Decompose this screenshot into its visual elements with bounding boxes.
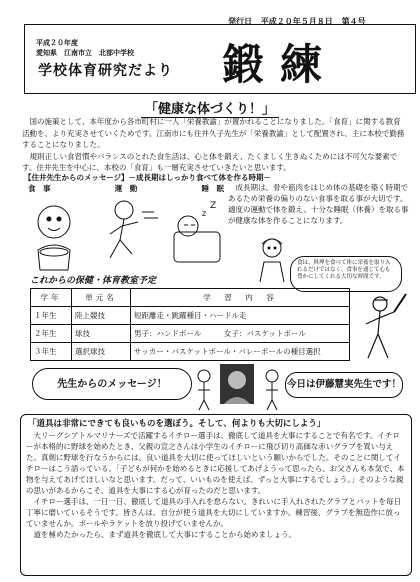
message-box-body (26, 430, 406, 540)
teacher-illustration (254, 236, 290, 284)
table-row (31, 343, 350, 361)
cell-grade: ３年生 (31, 343, 72, 361)
table-row (31, 307, 350, 325)
cell-grade: ２年生 (31, 325, 72, 343)
sleeping-illustration (174, 201, 220, 262)
schedule-table (30, 288, 350, 361)
header-school-info (36, 38, 134, 58)
cell-unit: 球技 (72, 325, 131, 343)
svg-text:z: z (202, 209, 207, 218)
cell-content: サッカー・バスケットボール・バレーボールの種目選択 (131, 343, 350, 361)
teacher-name-banner: 今日は伊藤慧実先生です！ (285, 372, 403, 398)
cell-unit: 選択球技 (72, 343, 131, 361)
intro-paragraph: 規則正しい食習慣やバランスのとれた食生活は、心と体を鍛え、たくましく生きぬくためには不可欠な要素です。住井先生を中心に、本校の「食育」も一層充実させていきたいと思います。 (22, 151, 398, 172)
baseball-player-illustration (354, 292, 410, 364)
label-sleep: 睡 眠 (201, 184, 224, 193)
cell-content: 短距離走・跳躍種目・ハードル走 (131, 307, 350, 325)
health-advice-text: 成長期は、骨や筋肉をはじめ体の基礎を築く時期であるため栄養の偏りのない食事を取る事が大切です。適度の運動で体を鍛え、十分な睡眠（休養）を取る事が健康な体を作ることになります。 (228, 183, 409, 225)
header-school: 愛知県 江南市立 北部中学校 (36, 49, 134, 57)
intro-paragraph: 国の施策として、本年度から各市町村に一人「栄養教諭」が置かれることになりました。「食育」に関する教育活動を、より充実させていくためです。江南市にも住井久子先生が「栄養教諭」として配置され、主に本校で勤務することになりました。 (22, 117, 405, 149)
cell-grade: １年生 (31, 307, 72, 325)
message-paragraph: イチロー選手は、一日一日、徹底して道具の手入れを怠らない。きれいに手入れされたグラブとバットを毎日丁寧に磨いているそうです。皆さんは、自分が使う道具を大切にしていますか。練習後、グラブを無造作に放っていませんか。ボールやラケットを放り投げていませんか。 (26, 497, 401, 528)
cell-unit: 陸上競技 (72, 307, 131, 325)
intro-text (22, 116, 408, 174)
speech-bubble: 食は、料理を食べて体に栄養を取り入れるだけではなく、食事を通じて心も豊かにしてくれる大切な時間です。 (290, 256, 402, 292)
eating-illustration (38, 206, 70, 270)
col-grade: 学年 (31, 289, 72, 307)
col-content: 学 習 内 容 (131, 289, 350, 307)
header-year: 平成２０年度 (36, 39, 78, 47)
issue-date-label: 発行日 (228, 17, 252, 26)
newsletter-title: 学校体育研究だより (38, 63, 173, 79)
cell-content: 男子：ハンドボール 女子：バスケットボール (131, 325, 350, 343)
label-exercise: 運 動 (114, 184, 138, 193)
schedule-heading: これからの保健・体育教室予定 (30, 276, 157, 286)
teacher-message-banner: 先生からのメッセージ！ (32, 368, 192, 400)
header-box (24, 24, 416, 94)
message-paragraph: 道を極めたかったら、まず道具を徹底して大事にすることから始めましょう。 (33, 530, 296, 539)
teacher-photo-and-figures (194, 360, 284, 412)
newsletter-big-title: 鍛練 (222, 40, 339, 89)
issue-date: 平成２０年５月８日 (260, 17, 333, 26)
svg-text:Z: Z (210, 201, 217, 211)
table-row (31, 325, 350, 343)
message-box-title: 「道具は非常にできても良いものを選ぼう。そして、何よりも大切にしよう」 (28, 419, 326, 429)
message-bar: 【住井先生からのメッセージ】－成長期はしっかり食べて体を作る時期－ (24, 173, 272, 182)
message-paragraph: 大リーグシアトルマリナーズで活躍するイチロー選手は、徹底して道具を大事にすることで有名です。イチローが本格的に野球を始めたとき、父親の宣之さんは小学生のイチローに飛び切り高価な赤いグラブを買い与えた。真剣に野球を行なうからには、良い道具を大切に使ってほしいという願いからでした。そのことに関してイチローはこう語っている。「子どもが何かを始めるときに応援してあげようって思ったら、お父さんも本気で、本物を与えてあげてほしいなと思います。だって、いいものを使えば、ずっと大事にするでしょう。」そのような親の思いがあるからこそ、道具を大事にする心が育ったのだと思います。 (26, 431, 405, 495)
table-header-row (31, 289, 350, 307)
label-eat: 食 事 (28, 184, 51, 193)
health-illustrations (24, 192, 224, 272)
col-unit: 単元名 (72, 289, 131, 307)
running-illustration (110, 201, 158, 258)
section-title (0, 98, 420, 117)
issue-number: 第４号 (341, 17, 366, 26)
section-title-text: 「健康な体づくり！」 (141, 102, 279, 118)
